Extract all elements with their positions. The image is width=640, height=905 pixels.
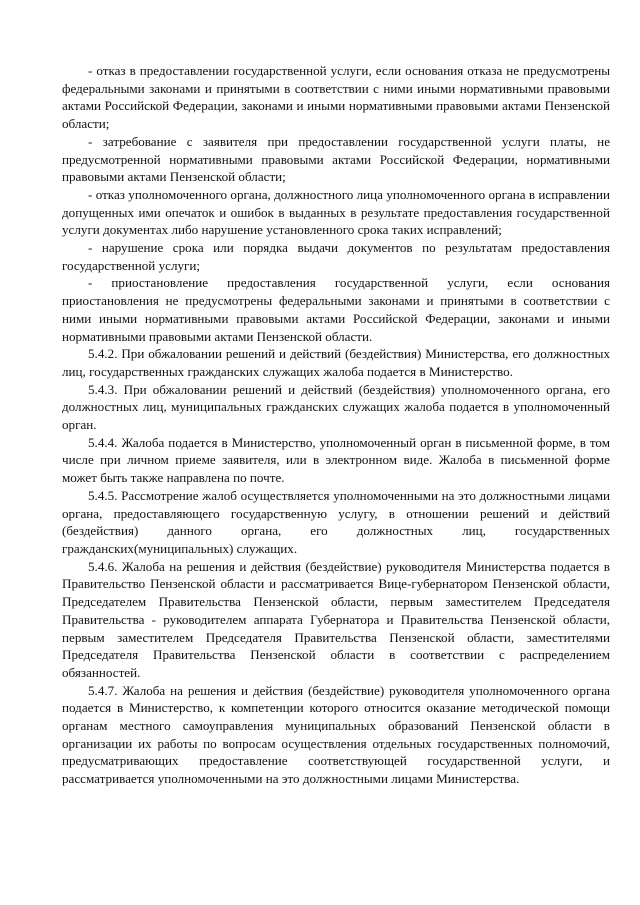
section-paragraph-5-4-2: 5.4.2. При обжаловании решений и действий (бездействия) Министерства, его должностных лиц, государственных гражданских служащих жалоба подается в Министерство. (62, 346, 610, 379)
section-paragraph-5-4-5: 5.4.5. Рассмотрение жалоб осуществляется уполномоченными на это должностными лицами органа, предоставляющего государственную услугу, в отношении решений и действий (бездействия) данного органа, его должностных лиц, государственных гражданских(муниципальных) служащих. (62, 487, 610, 556)
section-paragraph-5-4-6: 5.4.6. Жалоба на решения и действия (бездействие) руководителя Министерства подается в Правительство Пензенской области и рассматривается Вице-губернатором Пензенской области, Председателем Правительства Пензенской области, первым заместителем Председателя Правительства - руководителем аппарата Губернатора и Правительства Пензенской области, первым заместителем Председателя Правительства Пензенской области, заместителями Председателя Правительства Пензенской области в соответствии с распределением обязанностей. (62, 558, 610, 680)
bullet-paragraph: - приостановление предоставления государственной услуги, если основания приостановления не предусмотрены федеральными законами и принятыми в соответствии с ними иными нормативными правовыми актами Российской Федерации, законами и иными нормативными правовыми актами Пензенской области. (62, 275, 610, 344)
bullet-paragraph: - отказ уполномоченного органа, должностного лица уполномоченного органа в исправлении допущенных ими опечаток и ошибок в выданных в результате предоставления государственной услуги документах либо нарушение установленного срока таких исправлений; (62, 186, 610, 238)
section-paragraph-5-4-4: 5.4.4. Жалоба подается в Министерство, уполномоченный орган в письменной форме, в том числе при личном приеме заявителя, или в электронном виде. Жалоба в письменной форме может быть также направлена по почте. (62, 434, 610, 486)
bullet-paragraph: - затребование с заявителя при предоставлении государственной услуги платы, не предусмотренной нормативными правовыми актами Российской Федерации, нормативными правовыми актами Пензенской области; (62, 133, 610, 185)
section-paragraph-5-4-7: 5.4.7. Жалоба на решения и действия (бездействие) руководителя уполномоченного органа подается в Министерство, к компетенции которого относится оказание методической помощи органам местного самоуправления муниципальных образований Пензенской области в организации их работы по вопросам осуществления отдельных государственных полномочий, предусматривающих предоставление соответствующей государственной услуги, и рассматривается уполномоченными на это должностными лицами Министерства. (62, 682, 610, 787)
section-paragraph-5-4-3: 5.4.3. При обжаловании решений и действий (бездействия) уполномоченного органа, его должностных лиц, муниципальных гражданских служащих жалоба подается в уполномоченный орган. (62, 381, 610, 433)
bullet-paragraph: - нарушение срока или порядка выдачи документов по результатам предоставления государственной услуги; (62, 240, 610, 273)
document-page (62, 62, 610, 788)
bullet-paragraph: - отказ в предоставлении государственной услуги, если основания отказа не предусмотрены федеральными законами и принятыми в соответствии с ними иными нормативными правовыми актами Российской Федерации, законами и иными нормативными правовыми актами Пензенской области; (62, 63, 610, 132)
